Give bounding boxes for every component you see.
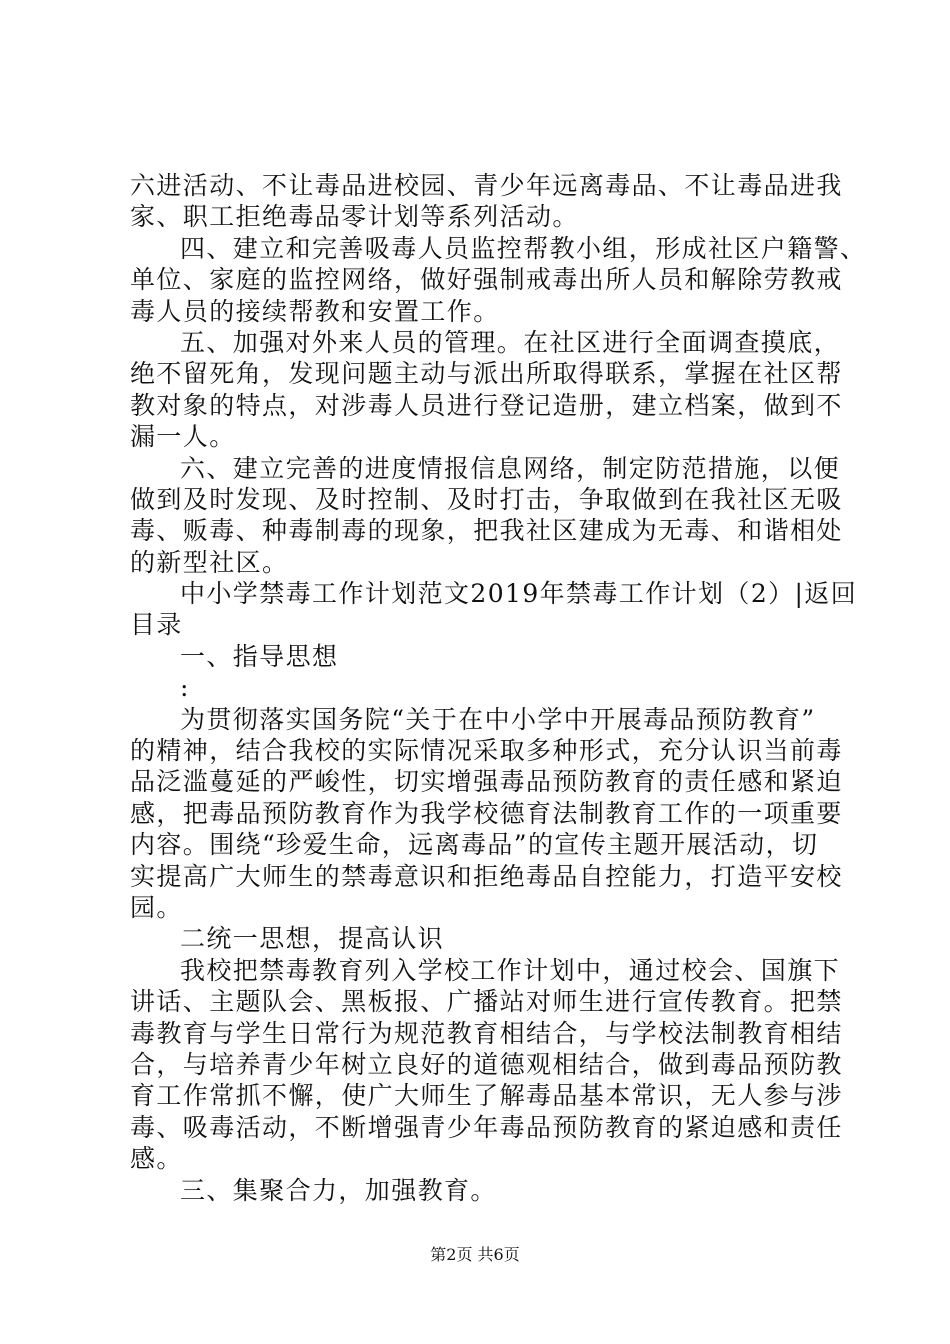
paragraph	[130, 170, 843, 233]
text-line: 教对象的特点，对涉毒人员进行登记造册，建立档案，做到不	[130, 390, 843, 420]
text-line: 六、建立完善的进度情报信息网络，制定防范措施，以便	[180, 453, 841, 483]
text-line: 单位、家庭的监控网络，做好强制戒毒出所人员和解除劳教戒	[130, 265, 843, 295]
paragraph	[130, 955, 843, 1175]
text-line: 的新型社区。	[130, 547, 289, 577]
document-body	[130, 170, 867, 1206]
text-line: :	[180, 673, 190, 703]
paragraph	[130, 704, 843, 924]
text-line: 合，与培养青少年树立良好的道德观相结合，做到毒品预防教	[130, 1049, 843, 1079]
text-line: 育工作常抓不懈，使广大师生了解毒品基本常识，无人参与涉	[130, 1081, 843, 1111]
text-line: 为贯彻落实国务院“关于在中小学中开展毒品预防教育”	[180, 704, 816, 734]
paragraph	[130, 672, 835, 703]
text-line: 品泛滥蔓延的严峻性，切实增强毒品预防教育的责任感和紧迫	[130, 767, 843, 797]
paragraph	[130, 453, 843, 579]
text-line: 二统一思想，提高认识	[180, 924, 445, 954]
text-line: 六进活动、不让毒品进校园、青少年远离毒品、不让毒品进我	[130, 171, 843, 200]
text-line: 做到及时发现、及时控制、及时打击，争取做到在我社区无吸	[130, 484, 843, 514]
text-line: 感，把毒品预防教育作为我学校德育法制教育工作的一项重要	[130, 798, 843, 828]
text-line: 四、建立和完善吸毒人员监控帮教小组，形成社区户籍警、	[180, 233, 867, 263]
paragraph	[130, 327, 843, 453]
text-line: 内容。围绕“珍爱生命，远离毒品”的宣传主题开展活动，切	[130, 830, 819, 860]
text-line: 园。	[130, 892, 183, 922]
text-line: 讲话、主题队会、黑板报、广播站对师生进行宣传教育。把禁	[130, 987, 843, 1017]
text-line: 中小学禁毒工作计划范文2019年禁毒工作计划（2）|返回	[180, 579, 858, 609]
text-line: 五、加强对外来人员的管理。在社区进行全面调查摸底，	[180, 327, 841, 357]
text-line: 毒人员的接续帮教和安置工作。	[130, 296, 500, 326]
paragraph	[130, 641, 835, 672]
text-line: 家、职工拒绝毒品零计划等系列活动。	[130, 202, 579, 232]
paragraph	[130, 578, 858, 641]
page-number-footer: 第2页 共6页	[430, 1245, 520, 1264]
text-line: 目录	[130, 610, 183, 640]
text-line: 的精神，结合我校的实际情况采取多种形式，充分认识当前毒	[130, 736, 843, 766]
text-line: 感。	[130, 1144, 183, 1174]
text-line: 毒、吸毒活动，不断增强青少年毒品预防教育的紧迫感和责任	[130, 1112, 843, 1142]
text-line: 漏一人。	[130, 422, 236, 452]
text-line: 绝不留死角，发现问题主动与派出所取得联系，掌握在社区帮	[130, 359, 843, 389]
text-line: 毒、贩毒、种毒制毒的现象，把我社区建成为无毒、和谐相处	[130, 516, 843, 546]
text-line: 我校把禁毒教育列入学校工作计划中，通过校会、国旗下	[180, 955, 841, 985]
paragraph	[130, 923, 835, 954]
paragraph	[130, 1175, 835, 1206]
text-line: 一、指导思想	[180, 641, 339, 671]
text-line: 实提高广大师生的禁毒意识和拒绝毒品自控能力，打造平安校	[130, 861, 843, 891]
text-line: 三、集聚合力，加强教育。	[180, 1175, 497, 1205]
paragraph	[130, 233, 867, 327]
text-line: 毒教育与学生日常行为规范教育相结合，与学校法制教育相结	[130, 1018, 843, 1048]
